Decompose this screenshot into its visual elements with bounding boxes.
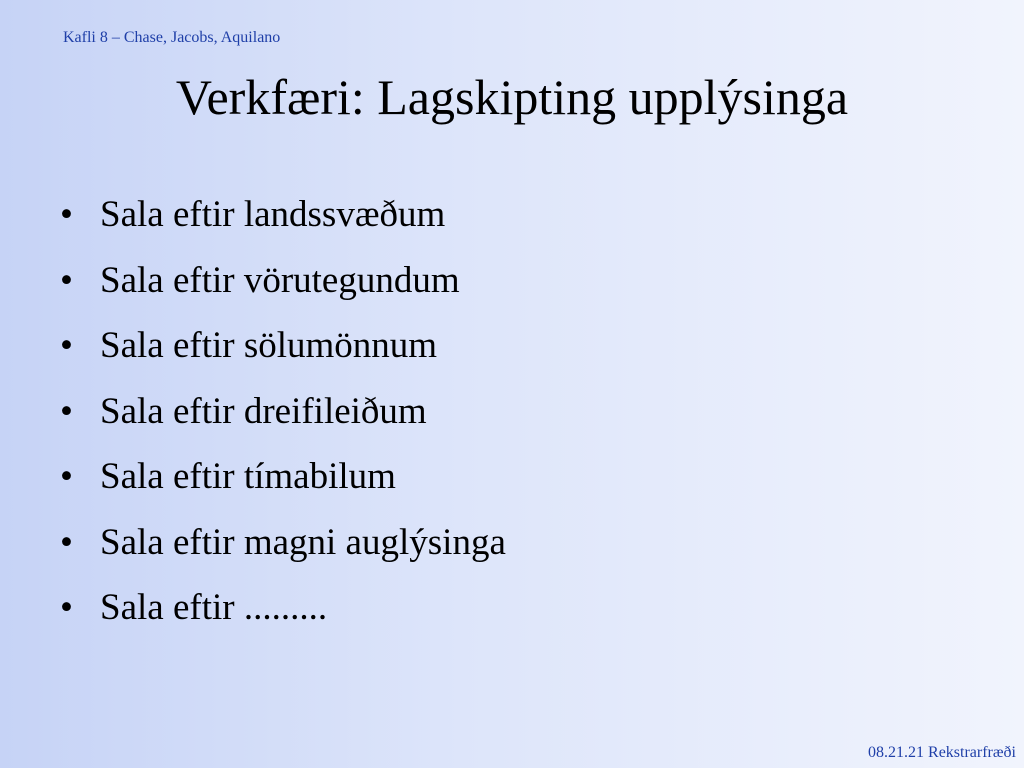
- bullet-text: Sala eftir landssvæðum: [100, 194, 446, 235]
- header-note: Kafli 8 – Chase, Jacobs, Aquilano: [63, 29, 281, 46]
- bullet-icon: •: [60, 325, 73, 366]
- bullet-text: Sala eftir tímabilum: [100, 456, 396, 497]
- bullet-icon: •: [60, 521, 73, 563]
- bullet-icon: •: [60, 259, 73, 301]
- bullet-icon: •: [60, 456, 73, 497]
- bullet-text: Sala eftir vörutegundum: [100, 259, 460, 301]
- bullet-icon: •: [60, 194, 73, 235]
- bullet-text: Sala eftir sölumönnum: [100, 325, 438, 366]
- bullet-text: Sala eftir dreifileiðum: [100, 390, 427, 432]
- slide-footer: 08.21.21 Rekstrarfræði: [868, 744, 1016, 761]
- bullet-icon: •: [60, 587, 73, 628]
- bullet-icon: •: [60, 390, 73, 432]
- bullet-text: Sala eftir magni auglýsinga: [100, 521, 506, 563]
- bullet-text: Sala eftir .........: [100, 587, 328, 628]
- slide-title: Verkfæri: Lagskipting upplýsinga: [175, 69, 849, 125]
